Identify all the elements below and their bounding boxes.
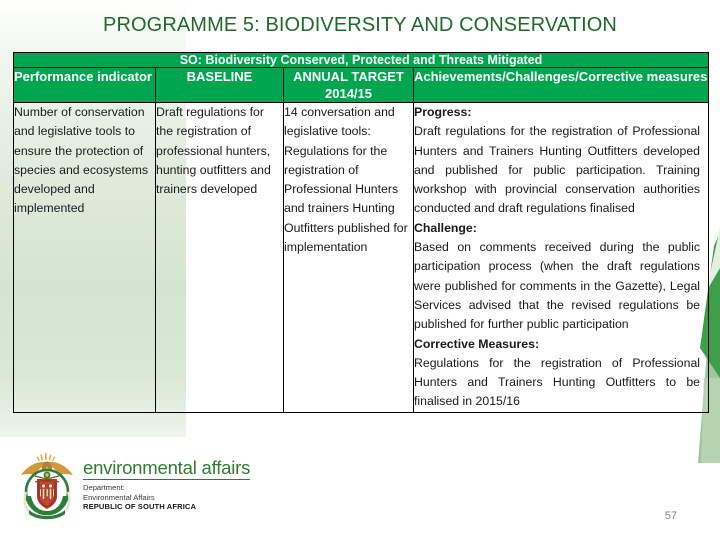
column-header-performance-indicator: Performance indicator [14, 68, 156, 103]
column-header-annual-target [284, 68, 414, 103]
programme-table-container [13, 52, 708, 413]
corrective-measures-label: Corrective Measures: [414, 336, 540, 351]
page-title: PROGRAMME 5: BIODIVERSITY AND CONSERVATION [103, 14, 617, 36]
cell-annual-target: 14 conversation and legislative tools: Regulations for the registration of Professional Hunters and trainers Hunting Outfitters published for implementation [284, 103, 414, 413]
logo-title: environmental affairs [83, 457, 251, 478]
page-number: 57 [664, 510, 677, 522]
logo-department-name: Environmental Affairs [83, 492, 155, 502]
column-header-achievements: Achievements/Challenges/Corrective measures [414, 68, 709, 103]
challenge-text: Based on comments received during the public participation process (when the draft regulations were published for comments in the Gazette), Legal Services advised that the revised regulations be published for further public participation [414, 240, 701, 332]
column-header-baseline: BASELINE [156, 68, 284, 103]
progress-label: Progress: [414, 105, 472, 119]
progress-text: Draft regulations for the registration of Professional Hunters and Trainers Hunting Outfitters developed and published for public participation. Training workshop with provincial conservation authorities conducted and draft regulations finalised [414, 124, 701, 216]
cell-performance-indicator: Number of conservation and legislative tools to ensure the protection of species and ecosystems developed and implemented [14, 103, 156, 413]
logo-department-line: Department: [83, 483, 125, 492]
cell-achievements [414, 103, 709, 413]
challenge-label: Challenge: [414, 220, 477, 235]
table-header-so-row [14, 53, 709, 68]
strategic-objective-header: SO: Biodiversity Conserved, Protected and Threats Mitigated [14, 53, 709, 68]
programme-table [13, 52, 709, 413]
column-header-annual-target-line2: 2014/15 [325, 86, 372, 101]
coat-of-arms-icon [18, 452, 76, 520]
logo-country: REPUBLIC OF SOUTH AFRICA [83, 502, 197, 512]
cell-baseline: Draft regulations for the registration of professional hunters, hunting outfitters and trainers developed [156, 103, 284, 413]
corrective-measures-text: Regulations for the registration of Professional Hunters and Trainers Hunting Outfitters to be finalised in 2015/16 [414, 355, 701, 409]
logo-text-block [83, 452, 250, 512]
logo-subtitle [83, 483, 250, 512]
table-header-row [14, 68, 709, 103]
department-logo [18, 452, 250, 520]
column-header-annual-target-line1: ANNUAL TARGET [293, 69, 404, 84]
table-row [14, 103, 709, 413]
